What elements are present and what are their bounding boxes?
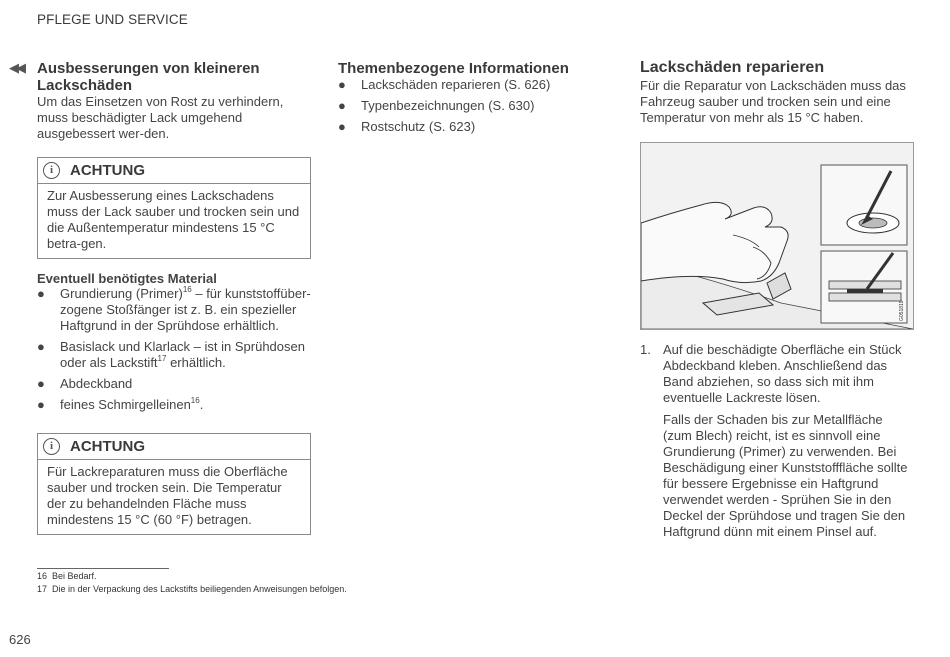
instruction-steps (640, 342, 915, 540)
list-item: ● feines Schmirgelleinen$^{16}$. (37, 395, 204, 412)
related-links (338, 77, 598, 135)
article-title: Ausbesserungen von kleineren Lackschäden (37, 60, 260, 94)
step-number: 1. (640, 342, 651, 357)
repair-illustration (640, 142, 914, 330)
warning-header (38, 158, 310, 184)
list-item: ● Basislack und Klarlack – ist in Sprühdosen oder als Lackstift$^{17}$ erhältlich. (37, 339, 305, 370)
bullet-icon: ● (37, 376, 45, 391)
article-intro: Um das Einsetzen von Rost zu verhindern, muss beschädigter Lack umgehend ausgebessert wer-den. (37, 94, 284, 141)
material-section (37, 271, 312, 413)
related-link[interactable]: ● Lackschäden reparieren (S. 626) (338, 77, 551, 92)
figure-code: G051819 (899, 300, 905, 321)
bullet-icon: ● (338, 119, 346, 134)
step-text: Auf die beschädigte Oberfläche ein Stück Abdeckband kleben. Anschließend das Band abziehen, so dass sich mit ihm eventuelle Lackreste lösen. (663, 342, 902, 405)
info-icon: i (43, 162, 60, 179)
list-item: ● Grundierung (Primer)$^{16}$ – für kunststoffüberzogene Stoßfänger ist z. B. ein spezieller Haftgrund in der Sprühdose erhältlich. (37, 284, 311, 333)
step-item (640, 342, 915, 540)
back-arrow-icon[interactable]: ◀◀ (9, 60, 23, 75)
material-heading: Eventuell benötigtes Material (37, 271, 217, 286)
right-column (640, 59, 915, 126)
warning-text: Zur Ausbesserung eines Lackschadens muss der Lack sauber und trocken sein und die Außentemperatur mindestens 15 °C betra-gen. (47, 188, 300, 251)
warning-text: Für Lackreparaturen muss die Oberfläche sauber und trocken sein. Die Temperatur der zu behandelnden Fläche muss mindestens 15 °C (60 °F) betragen. (47, 464, 288, 527)
bullet-icon: ● (37, 397, 45, 412)
list-item: ● Abdeckband (37, 376, 133, 391)
warning-title: ACHTUNG (70, 162, 145, 179)
section-title: PFLEGE UND SERVICE (37, 12, 188, 27)
related-link[interactable]: ● Rostschutz (S. 623) (338, 119, 476, 134)
material-list (37, 286, 312, 413)
page-number: 626 (9, 632, 31, 647)
bullet-icon: ● (37, 286, 45, 301)
bullet-icon: ● (338, 77, 346, 92)
related-info (338, 60, 598, 135)
warning-header (38, 434, 310, 460)
left-column (37, 60, 312, 142)
related-title: Themenbezogene Informationen (338, 60, 569, 77)
bullet-icon: ● (338, 98, 346, 113)
step-note: Falls der Schaden bis zur Metallfläche (zum Blech) reicht, ist es sinnvoll eine Grundierung (Primer) zu verwenden. Bei Beschädigung einer Kunststofffläche sollte für bessere Ergebnisse ein Haftgrund verwendet werden - Sprühen Sie in den Deckel der Sprühdose und tragen Sie den Haftgrund dünn mit einem Pinsel auf. (663, 412, 908, 539)
hand-tape-illustration (641, 143, 913, 329)
repair-title: Lackschäden reparieren (640, 59, 825, 76)
footnote-divider (37, 568, 169, 569)
warning-title: ACHTUNG (70, 438, 145, 455)
repair-intro: Für die Reparatur von Lackschäden muss das Fahrzeug sauber und trocken sein und eine Temperatur von mehr als 15 °C haben. (640, 78, 906, 125)
footnote: 17 Die in der Verpackung des Lackstifts beiliegenden Anweisungen befolgen. (37, 584, 347, 594)
warning-box-2 (37, 433, 311, 535)
info-icon: i (43, 438, 60, 455)
related-link[interactable]: ● Typenbezeichnungen (S. 630) (338, 98, 535, 113)
bullet-icon: ● (37, 339, 45, 354)
warning-box-1 (37, 157, 311, 259)
footnote: 16 Bei Bedarf. (37, 571, 97, 581)
